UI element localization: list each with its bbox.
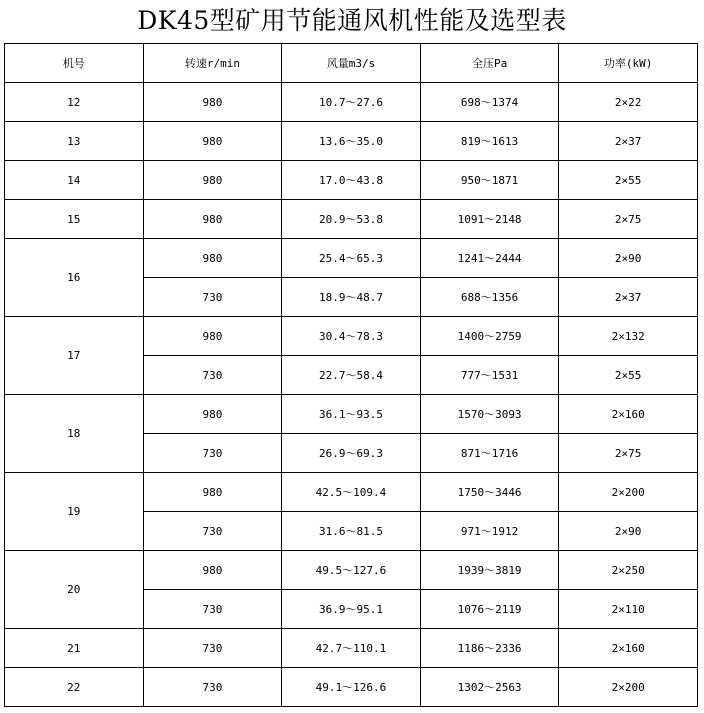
flow-cell: 42.5～109.4 [282,473,421,512]
speed-cell: 730 [143,668,282,707]
model-cell: 21 [5,629,144,668]
pressure-cell: 1186～2336 [420,629,559,668]
speed-cell: 980 [143,473,282,512]
header-speed: 转速r/min [143,44,282,83]
header-row [5,44,698,83]
speed-cell: 730 [143,356,282,395]
flow-cell: 10.7～27.6 [282,83,421,122]
flow-cell: 42.7～110.1 [282,629,421,668]
pressure-cell: 950～1871 [420,161,559,200]
power-cell: 2×160 [559,395,698,434]
model-cell: 12 [5,83,144,122]
power-cell: 2×75 [559,434,698,473]
table-body [5,83,698,707]
pressure-cell: 1241～2444 [420,239,559,278]
model-cell: 20 [5,551,144,629]
power-cell: 2×55 [559,356,698,395]
speed-cell: 980 [143,239,282,278]
flow-cell: 17.0～43.8 [282,161,421,200]
speed-cell: 730 [143,278,282,317]
power-cell: 2×110 [559,590,698,629]
power-cell: 2×200 [559,473,698,512]
table-row [5,668,698,707]
table-row [5,629,698,668]
speed-cell: 730 [143,629,282,668]
flow-cell: 31.6～81.5 [282,512,421,551]
header-flow: 风量m3/s [282,44,421,83]
table-row [5,200,698,239]
flow-cell: 36.9～95.1 [282,590,421,629]
model-cell: 19 [5,473,144,551]
flow-cell: 13.6～35.0 [282,122,421,161]
pressure-cell: 1076～2119 [420,590,559,629]
speed-cell: 980 [143,122,282,161]
model-cell: 15 [5,200,144,239]
speed-cell: 980 [143,161,282,200]
speed-cell: 980 [143,551,282,590]
pressure-cell: 1400～2759 [420,317,559,356]
table-row [5,551,698,590]
pressure-cell: 1302～2563 [420,668,559,707]
power-cell: 2×160 [559,629,698,668]
flow-cell: 22.7～58.4 [282,356,421,395]
page-title: DK45型矿用节能通风机性能及选型表 [137,6,567,35]
header-power: 功率(kW) [559,44,698,83]
power-cell: 2×200 [559,668,698,707]
speed-cell: 980 [143,200,282,239]
speed-cell: 980 [143,395,282,434]
model-cell: 22 [5,668,144,707]
table-row [5,161,698,200]
pressure-cell: 1091～2148 [420,200,559,239]
power-cell: 2×37 [559,122,698,161]
pressure-cell: 971～1912 [420,512,559,551]
model-cell: 16 [5,239,144,317]
table-row [5,239,698,278]
model-cell: 17 [5,317,144,395]
model-cell: 18 [5,395,144,473]
pressure-cell: 1939～3819 [420,551,559,590]
table-row [5,395,698,434]
model-cell: 14 [5,161,144,200]
flow-cell: 36.1～93.5 [282,395,421,434]
power-cell: 2×75 [559,200,698,239]
speed-cell: 980 [143,83,282,122]
table-row [5,122,698,161]
flow-cell: 20.9～53.8 [282,200,421,239]
power-cell: 2×37 [559,278,698,317]
pressure-cell: 871～1716 [420,434,559,473]
flow-cell: 49.1～126.6 [282,668,421,707]
pressure-cell: 777～1531 [420,356,559,395]
performance-table [4,43,698,707]
table-row [5,473,698,512]
model-cell: 13 [5,122,144,161]
flow-cell: 49.5～127.6 [282,551,421,590]
pressure-cell: 1750～3446 [420,473,559,512]
power-cell: 2×55 [559,161,698,200]
flow-cell: 26.9～69.3 [282,434,421,473]
flow-cell: 25.4～65.3 [282,239,421,278]
power-cell: 2×90 [559,239,698,278]
pressure-cell: 1570～3093 [420,395,559,434]
power-cell: 2×22 [559,83,698,122]
pressure-cell: 698～1374 [420,83,559,122]
power-cell: 2×250 [559,551,698,590]
pressure-cell: 688～1356 [420,278,559,317]
power-cell: 2×132 [559,317,698,356]
power-cell: 2×90 [559,512,698,551]
table-row [5,83,698,122]
pressure-cell: 819～1613 [420,122,559,161]
speed-cell: 730 [143,590,282,629]
flow-cell: 18.9～48.7 [282,278,421,317]
header-model: 机号 [5,44,144,83]
header-pressure: 全压Pa [420,44,559,83]
speed-cell: 980 [143,317,282,356]
speed-cell: 730 [143,512,282,551]
flow-cell: 30.4～78.3 [282,317,421,356]
speed-cell: 730 [143,434,282,473]
table-row [5,317,698,356]
